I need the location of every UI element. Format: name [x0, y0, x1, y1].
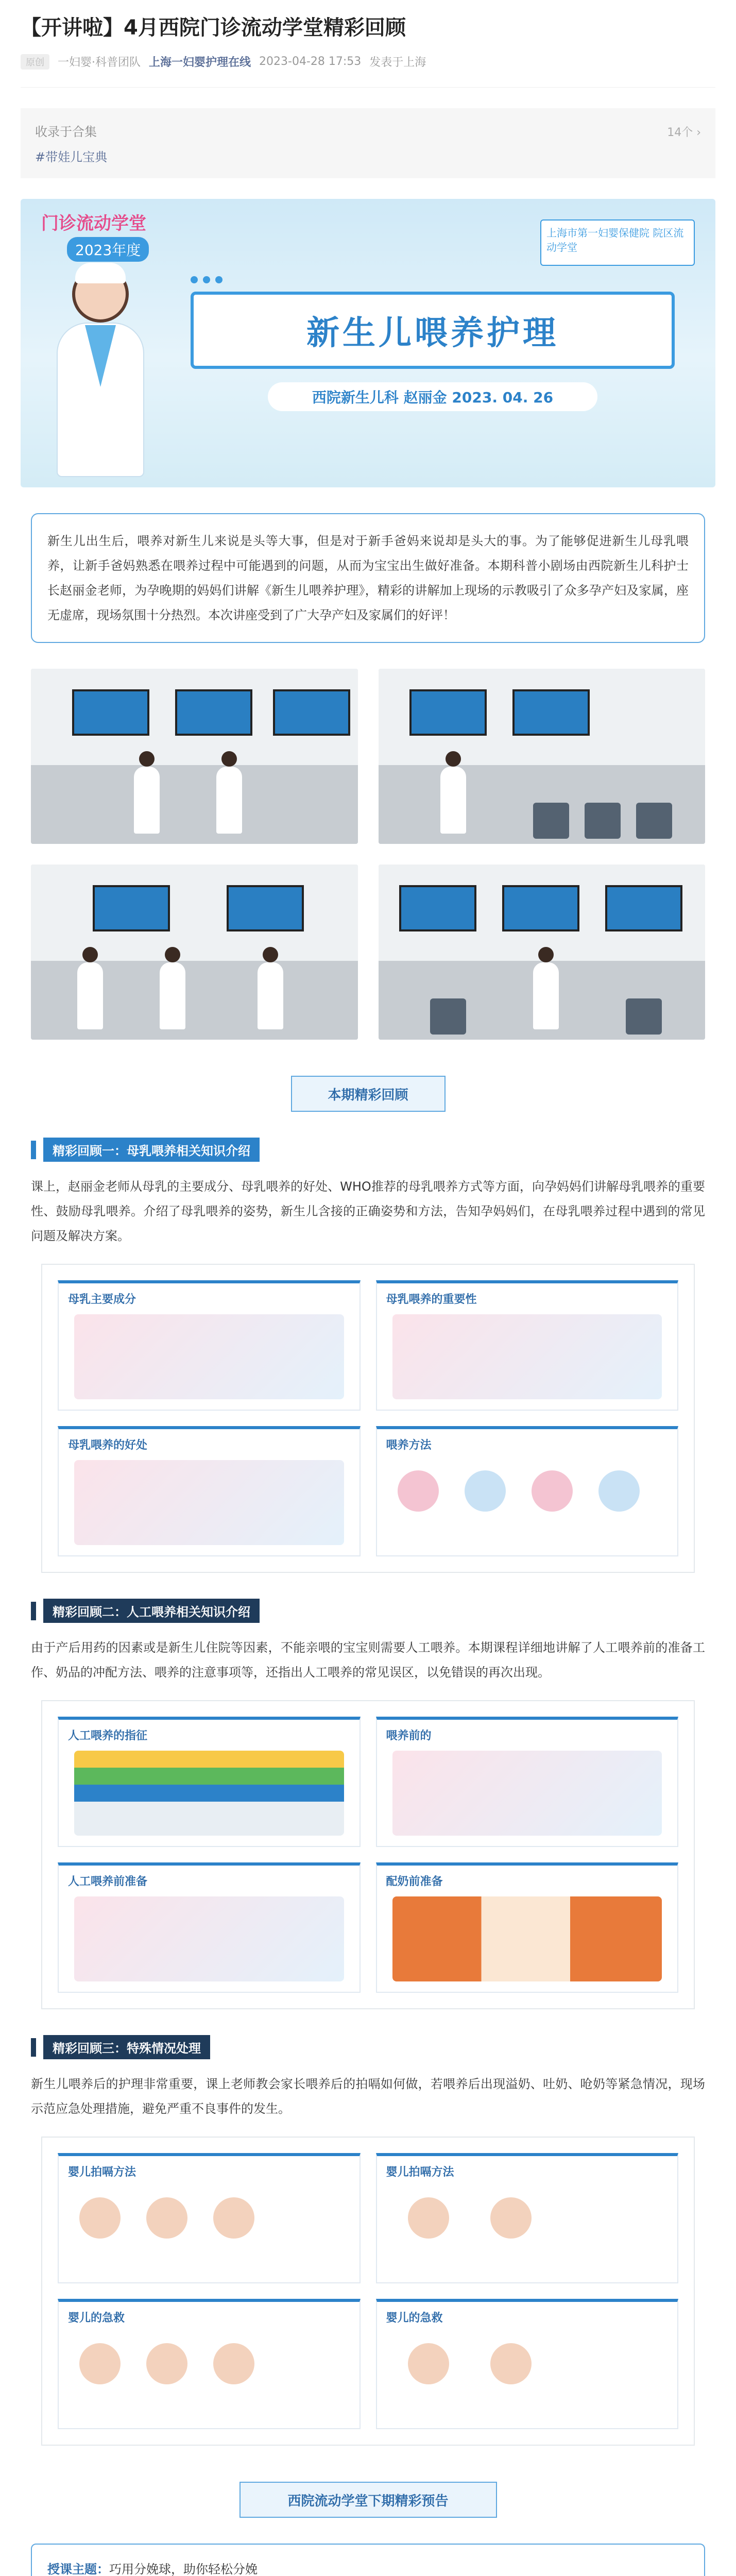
intro-text: 新生儿出生后，喂养对新生儿来说是头等大事，但是对于新手爸妈来说却是头大的事。为了能够促进新生儿母乳喂养，让新手爸妈熟悉在喂养过程中可能遇到的问题，从而为宝宝出生做好准备。本期科普小剧场由西院新生儿科护士长赵丽金老师，为孕晚期的妈妈们讲解《新生儿喂养护理》，精彩的讲解加上现场的示教吸引了众多孕产妇及家属，座无虚席，现场氛围十分热烈。本次讲座受到了广大孕产妇及家属们的好评！ — [31, 513, 705, 643]
part1-heading — [31, 1138, 705, 1162]
account-link[interactable]: 上海一妇婴护理在线 — [149, 56, 251, 69]
lecture-photo[interactable] — [379, 865, 706, 1040]
part2-text: 由于产后用药的因素或是新生儿住院等因素，不能亲喂的宝宝则需要人工喂养。本期课程详细地讲解了人工喂养前的准备工作、奶品的冲配方法、喂养的注意事项等，还指出人工喂养的常见误区，以免错误的再次出现。 — [31, 1640, 705, 1680]
header-banner — [21, 199, 715, 487]
slide-cell-title: 配奶前准备 — [386, 1875, 443, 1888]
slide-cell-title: 母乳喂养的重要性 — [386, 1293, 477, 1306]
article-title: 【开讲啦】4月西院门诊流动学堂精彩回顾 — [21, 16, 406, 40]
part1-text: 课上，赵丽金老师从母乳的主要成分、母乳喂养的好处、WHO推荐的母乳喂养方式等方面，向孕妈妈们讲解母乳喂养的重要性、鼓励母乳喂养。介绍了母乳喂养的姿势，新生儿含接的正确姿势和方法，告知孕妈妈们，在母乳喂养过程中遇到的常见问题及解决方案。 — [31, 1179, 705, 1243]
slide-cell-title: 婴儿的急救 — [68, 2312, 125, 2325]
article — [21, 0, 715, 2576]
banner-dots — [191, 276, 222, 283]
banner-title: 新生儿喂养护理 — [306, 314, 559, 352]
collection-label: 收录于合集 — [35, 125, 97, 139]
lecture-photo[interactable] — [31, 669, 358, 844]
part2-label: 精彩回顾二：人工喂养相关知识介绍 — [43, 1599, 260, 1623]
article-meta — [21, 54, 715, 88]
part3-slide-image[interactable] — [41, 2137, 695, 2446]
original-badge: 原创 — [21, 54, 49, 70]
preview-topic: 巧用分娩球，助你轻松分娩 — [109, 2562, 258, 2576]
slide-cell-title: 母乳喂养的好处 — [68, 1439, 148, 1452]
slide-cell-title: 喂养前的 — [386, 1730, 432, 1742]
lecture-photo[interactable] — [379, 669, 706, 844]
part3-label: 精彩回顾三：特殊情况处理 — [43, 2035, 210, 2059]
part3-text: 新生儿喂养后的护理非常重要，课上老师教会家长喂养后的拍嗝如何做，若喂养后出现溢奶、吐奶、呛奶等紧急情况，现场示范应急处理措施，避免严重不良事件的发生。 — [31, 2077, 705, 2116]
banner-title-board — [191, 292, 675, 369]
preview-box: 授课主题：巧用分娩球，助你轻松分娩 — [31, 2544, 705, 2576]
banner-hospital-logo: 上海市第一妇婴保健院 院区流动学堂 — [540, 219, 695, 266]
collection-box[interactable] — [21, 108, 715, 178]
slide-cell-title: 人工喂养前准备 — [68, 1875, 148, 1888]
part2-heading — [31, 1599, 705, 1623]
publish-time: 2023-04-28 17:53 — [259, 55, 362, 68]
collection-count: 14个 › — [667, 126, 701, 139]
slide-cell-title: 喂养方法 — [386, 1439, 432, 1452]
publish-location: 发表于上海 — [369, 56, 426, 69]
banner-year: 2023年度 — [67, 237, 149, 262]
part2-slide-image[interactable] — [41, 1700, 695, 2009]
nurse-illustration — [46, 266, 149, 482]
banner-subtitle: 西院新生儿科 赵丽金 2023. 04. 26 — [268, 382, 597, 411]
slide-cell-title: 婴儿拍嗝方法 — [68, 2166, 136, 2179]
part1-slide-image[interactable] — [41, 1264, 695, 1573]
slide-cell-title: 母乳主要成分 — [68, 1293, 136, 1306]
photo-grid — [31, 669, 705, 1040]
lecture-photo[interactable] — [31, 865, 358, 1040]
section-title-highlights: 本期精彩回顾 — [291, 1076, 446, 1112]
part1-label: 精彩回顾一：母乳喂养相关知识介绍 — [43, 1138, 260, 1162]
author-name: 一妇婴·科普团队 — [58, 56, 141, 69]
slide-cell-title: 婴儿的急救 — [386, 2312, 443, 2325]
section-title-preview: 西院流动学堂下期精彩预告 — [239, 2482, 497, 2518]
slide-cell-title: 人工喂养的指征 — [68, 1730, 148, 1742]
collection-topic[interactable]: #带娃儿宝典 — [35, 150, 108, 164]
slide-cell-title: 婴儿拍嗝方法 — [386, 2166, 454, 2179]
part3-heading — [31, 2035, 705, 2059]
banner-brand: 门诊流动学堂 — [41, 213, 146, 234]
